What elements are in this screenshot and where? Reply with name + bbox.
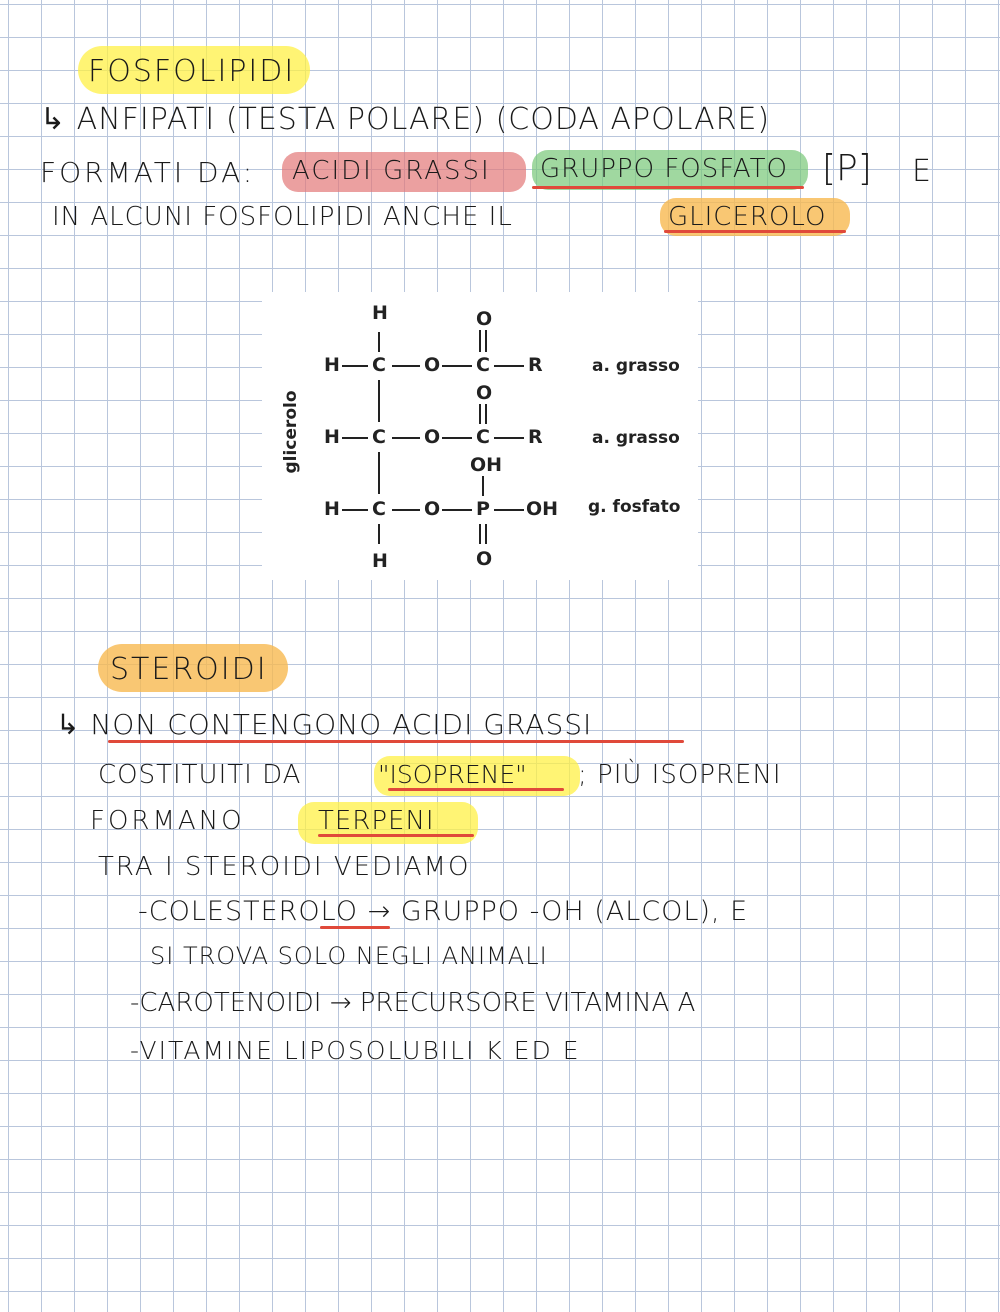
acidi-grassi-text: ACIDI GRASSI — [292, 156, 491, 186]
list-item-vitamine: -VITAMINE LIPOSOLUBILI K ED E — [130, 1036, 581, 1065]
section-title-steroidi: STEROIDI — [110, 652, 268, 687]
label-gruppo-fosfato: g. fosfato — [588, 497, 681, 517]
atom-o3: O — [424, 498, 441, 520]
atom-h3: H — [324, 498, 340, 520]
atom-o-top2: O — [476, 382, 493, 404]
list-item-colesterolo: -COLESTEROLO → GRUPPO -OH (ALCOL), E — [138, 896, 749, 927]
label-acido-grasso-2: a. grasso — [592, 428, 680, 448]
atom-h-bottom: H — [372, 550, 388, 572]
atom-ca: C — [476, 354, 490, 376]
non-contengono-line: ↳ NON CONTENGONO ACIDI GRASSI — [56, 708, 593, 741]
glicerolo-text: GLICEROLO — [668, 202, 827, 232]
atom-o2: O — [424, 426, 441, 448]
amphipathic-line: ↳ ANFIPATI (TESTA POLARE) (CODA APOLARE) — [40, 102, 771, 137]
isoprene-text: "ISOPRENE" — [378, 760, 527, 789]
gruppo-underline — [532, 186, 804, 189]
atom-h1: H — [324, 354, 340, 376]
terpeni-text: TERPENI — [318, 806, 435, 836]
label-glicerolo-side: glicerolo — [281, 390, 301, 474]
piu-isopreni-text: ; PIÙ ISOPRENI — [578, 760, 782, 790]
e-conjunction: E — [912, 154, 934, 189]
atom-c3: C — [372, 498, 386, 520]
formano-label: FORMANO — [90, 806, 245, 836]
atom-h-top: H — [372, 302, 388, 324]
list-item-colesterolo-cont: SI TROVA SOLO NEGLI ANIMALI — [150, 942, 548, 970]
atom-h2: H — [324, 426, 340, 448]
atom-o-bot: O — [476, 548, 493, 570]
atom-o-top1: O — [476, 308, 493, 330]
list-item-carotenoidi: -CAROTENOIDI → PRECURSORE VITAMINA A — [130, 988, 696, 1018]
atom-r1: R — [528, 354, 543, 376]
atom-cb: C — [476, 426, 490, 448]
costituiti-label: COSTITUITI DA — [98, 760, 302, 790]
atom-o1: O — [424, 354, 441, 376]
tra-steroidi-line: TRA I STEROIDI VEDIAMO — [98, 852, 471, 882]
atom-c2: C — [372, 426, 386, 448]
atom-r2: R — [528, 426, 543, 448]
gruppo-fosfato-text: GRUPPO FOSFATO — [540, 154, 788, 184]
atom-p: P — [476, 498, 490, 520]
atom-oh-top: OH — [470, 454, 503, 476]
formed-by-label: FORMATI DA: — [40, 156, 256, 189]
alcuni-line: IN ALCUNI FOSFOLIPIDI ANCHE IL — [52, 202, 513, 232]
label-acido-grasso-1: a. grasso — [592, 356, 680, 376]
atom-oh-right: OH — [526, 498, 559, 520]
atom-c1: C — [372, 354, 386, 376]
phospholipid-structure-figure — [262, 292, 698, 580]
p-symbol: [P] — [822, 148, 872, 189]
section-title-fosfolipidi: FOSFOLIPIDI — [88, 54, 296, 89]
